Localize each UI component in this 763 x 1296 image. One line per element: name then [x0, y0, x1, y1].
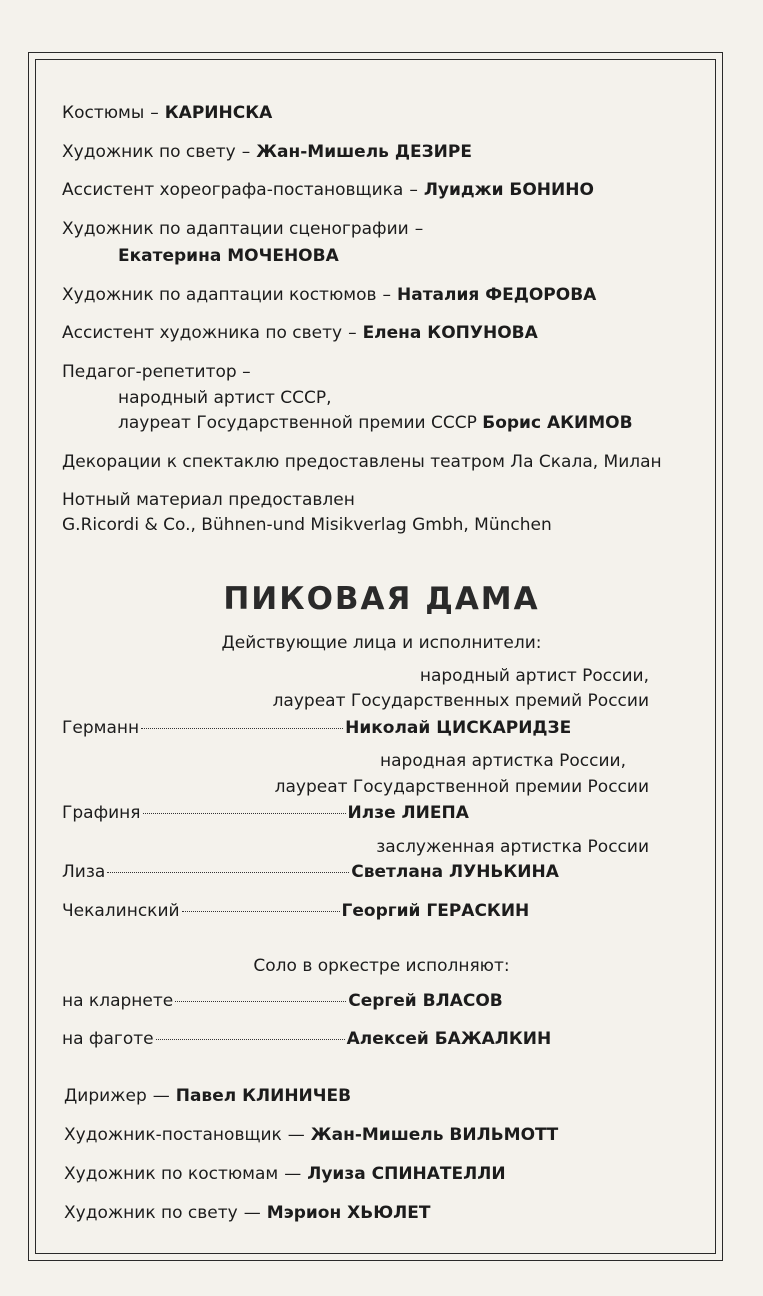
- soloist-name: Сергей ВЛАСОВ: [348, 991, 503, 1011]
- cast-role: Графиня: [62, 803, 141, 823]
- cast-row-countess: [62, 802, 469, 824]
- teacher-title-1: народный артист СССР,: [118, 388, 332, 408]
- cast-role: Лиза: [62, 862, 106, 882]
- teacher-name: Борис АКИМОВ: [482, 413, 633, 433]
- solo-header: Соло в оркестре исполняют:: [253, 956, 510, 976]
- soloist-name: Алексей БАЖАЛКИН: [346, 1029, 552, 1049]
- credit-name: Наталия ФЕДОРОВА: [397, 285, 597, 305]
- countess-title-1: народная артистка России,: [380, 751, 626, 771]
- leader-dots: [156, 1039, 345, 1040]
- credit-role: Костюмы: [62, 103, 145, 123]
- soloist-instrument: на кларнете: [62, 991, 174, 1011]
- credit-name: Жан-Мишель ВИЛЬМОТТ: [310, 1125, 559, 1145]
- credit-assistant-choreographer: Ассистент хореографа-постановщика – Луиджи БОНИНО: [62, 180, 594, 200]
- music-note-line-2: G.Ricordi & Co., Bühnen-und Misikverlag Gmbh, München: [62, 515, 552, 535]
- cast-performer: Георгий ГЕРАСКИН: [341, 901, 530, 921]
- cast-row-chekalinsky: [62, 900, 529, 922]
- credit-name: Луиза СПИНАТЕЛЛИ: [307, 1164, 506, 1184]
- leader-dots: [141, 728, 343, 729]
- soloist-row-clarinet: [62, 990, 503, 1012]
- credit-name-scenography: Екатерина МОЧЕНОВА: [118, 246, 339, 266]
- countess-title-2: лауреат Государственной премии России: [274, 777, 649, 797]
- leader-dots: [182, 911, 340, 912]
- teacher-title-2-row: [118, 412, 633, 434]
- credit-name: Павел КЛИНИЧЕВ: [175, 1086, 352, 1106]
- cast-role: Германн: [62, 718, 140, 738]
- soloist-row-bassoon: [62, 1028, 551, 1050]
- germann-title-1: народный артист России,: [419, 666, 649, 686]
- decorations-note: Декорации к спектаклю предоставлены театром Ла Скала, Милан: [62, 452, 662, 472]
- cast-performer: Светлана ЛУНЬКИНА: [351, 862, 559, 882]
- credit-role: Дирижер: [64, 1086, 147, 1106]
- credit-role: Художник-постановщик: [64, 1125, 282, 1145]
- credit-role: Художник по адаптации костюмов: [62, 285, 377, 305]
- credit-costume-designer: Художник по костюмам — Луиза СПИНАТЕЛЛИ: [64, 1164, 506, 1184]
- credit-scenography-adaptation: Художник по адаптации сценографии –: [62, 219, 424, 239]
- credit-conductor: Дирижер — Павел КЛИНИЧЕВ: [64, 1086, 352, 1106]
- credit-role: Художник по адаптации сценографии: [62, 219, 409, 239]
- credit-lighting-designer: Художник по свету — Мэрион ХЬЮЛЕТ: [64, 1203, 431, 1223]
- cast-header: Действующие лица и исполнители:: [221, 633, 542, 653]
- cast-performer: Илзе ЛИЕПА: [347, 803, 469, 823]
- cast-role: Чекалинский: [62, 901, 180, 921]
- cast-performer: Николай ЦИСКАРИДЗЕ: [345, 718, 572, 738]
- liza-title-1: заслуженная артистка России: [376, 837, 649, 857]
- credit-role: Ассистент хореографа-постановщика: [62, 180, 404, 200]
- cast-row-germann: [62, 717, 571, 739]
- cast-row-liza: [62, 861, 559, 883]
- teacher-role: Педагог-репетитор –: [62, 362, 251, 382]
- ballet-title: ПИКОВАЯ ДАМА: [223, 581, 540, 617]
- credit-costume-adaptation: Художник по адаптации костюмов – Наталия ФЕДОРОВА: [62, 285, 597, 305]
- leader-dots: [143, 813, 346, 814]
- credit-name: Мэрион ХЬЮЛЕТ: [266, 1203, 431, 1223]
- credit-name: Елена КОПУНОВА: [362, 323, 538, 343]
- germann-title-2: лауреат Государственных премий России: [272, 691, 649, 711]
- credit-role: Художник по свету: [64, 1203, 238, 1223]
- credit-name: КАРИНСКА: [164, 103, 273, 123]
- credit-name: Луиджи БОНИНО: [423, 180, 594, 200]
- credit-production-designer: Художник-постановщик — Жан-Мишель ВИЛЬМОТТ: [64, 1125, 559, 1145]
- teacher-title-2: лауреат Государственной премии СССР: [118, 413, 477, 433]
- leader-dots: [175, 1001, 346, 1002]
- credit-role: Художник по костюмам: [64, 1164, 279, 1184]
- credit-costumes: Костюмы – КАРИНСКА: [62, 103, 273, 123]
- credit-lighting: Художник по свету – Жан-Мишель ДЕЗИРЕ: [62, 142, 472, 162]
- credit-role: Ассистент художника по свету: [62, 323, 343, 343]
- credit-lighting-assistant: Ассистент художника по свету – Елена КОПУНОВА: [62, 323, 538, 343]
- music-note-line-1: Нотный материал предоставлен: [62, 490, 355, 510]
- leader-dots: [107, 872, 349, 873]
- credit-name: Жан-Мишель ДЕЗИРЕ: [256, 142, 472, 162]
- soloist-instrument: на фаготе: [62, 1029, 154, 1049]
- credit-role: Художник по свету: [62, 142, 236, 162]
